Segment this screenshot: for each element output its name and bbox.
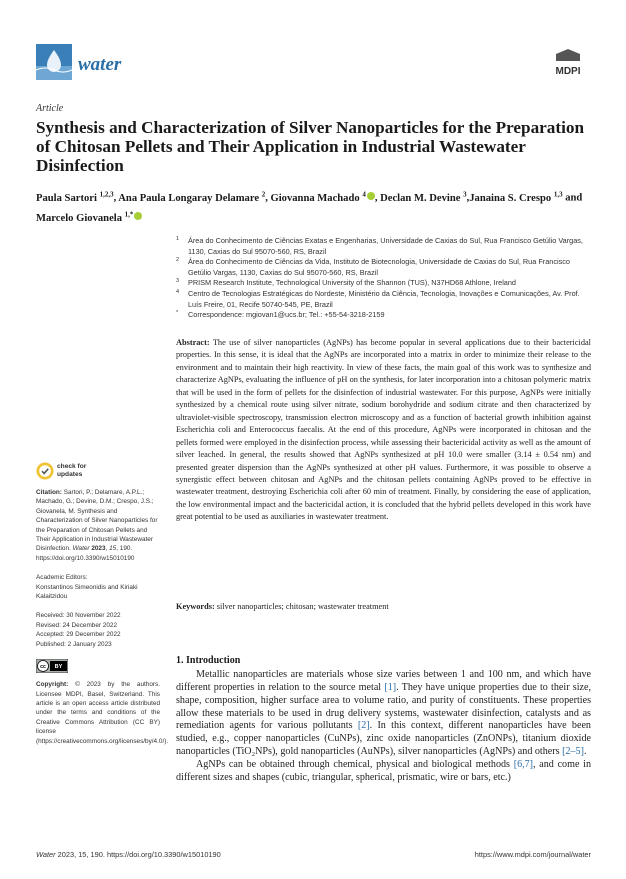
accepted-date: Accepted: 29 December 2022 xyxy=(36,631,121,639)
citation-doi[interactable]: 190. https://doi.org/10.3390/w15010190 xyxy=(36,545,135,562)
journal-name[interactable]: water xyxy=(78,54,122,75)
copyright-label: Copyright: xyxy=(36,681,69,689)
author-name[interactable]: Paula Sartori $^{1,2,3}$ xyxy=(36,190,114,204)
footer-journal-url[interactable]: https://www.mdpi.com/journal/water xyxy=(474,850,591,859)
check-line-1: check for xyxy=(57,463,87,470)
author-name[interactable]: Ana Paula Longaray Delamare $^2$ xyxy=(118,190,266,204)
check-for-updates-icon xyxy=(36,462,54,480)
copyright-notice xyxy=(36,680,169,746)
citation-year: 2023 xyxy=(91,545,106,553)
check-for-updates-badge[interactable] xyxy=(36,462,160,484)
dates-block xyxy=(36,611,160,649)
abstract xyxy=(176,337,591,524)
citation-text: Sartori, P.; Delamare, A.P.L.; Machado, G.; Devine, D.M.; Crespo, J.S.; Giovanela, M. Synthesis and Characterization of Silver Nanoparticles for the Preparation of Chitosan Pellets and Their Application in Industrial Wastewater Disinfection. xyxy=(36,489,158,553)
citation-volume: 15 xyxy=(109,545,117,553)
author-name[interactable]: Janaina S. Crespo $^{1,3}$ xyxy=(469,190,563,204)
keywords-label: Keywords: xyxy=(176,602,215,611)
affiliation-item: 2 Área do Conhecimento de Ciências da Vida, Instituto de Biotecnologia, Universidade de Caxias do Sul, Rua Francisco Getúlio Vargas, 1130, Caxias do Sul 95070-560, RS, Brazil xyxy=(176,257,570,277)
svg-text:BY: BY xyxy=(54,664,63,671)
editors-block xyxy=(36,573,160,601)
paper-title: Synthesis and Characterization of Silver Nanoparticles for the Preparation of Chitosan Pellets and Their Application in Industrial Wastewater Disinfection xyxy=(36,118,585,175)
author-name[interactable]: Giovanna Machado $^4$ xyxy=(270,190,366,204)
abstract-label: Abstract: xyxy=(176,338,210,347)
revised-date: Revised: 24 December 2022 xyxy=(36,621,117,629)
citation-link[interactable]: [2] xyxy=(357,720,370,732)
publisher-name: MDPI xyxy=(555,66,581,77)
affiliation-item: 4 Centro de Tecnologias Estratégicas do Nordeste, Ministério da Ciência, Tecnologia, Inovações e Comunicações, Av. Prof. Luís Freire, 01, Recife 50740-545, PE, Brazil xyxy=(176,288,580,309)
affiliation-item: * Correspondence: mgiovan1@ucs.br; Tel.: +55-54-3218-2159 xyxy=(176,310,385,320)
editors-label: Academic Editors: xyxy=(36,574,88,582)
published-date: Published: 2 January 2023 xyxy=(36,640,112,648)
copyright-text: © 2023 by the authors. Licensee MDPI, Basel, Switzerland. This article is an open access article distributed under the terms and conditions of the Creative Commons Attribution (CC BY) license (https://creativecommons.org/licenses/by/4.0/). xyxy=(36,681,169,745)
abstract-text: The use of silver nanoparticles (AgNPs) has become popular in several applications due to their bactericidal properties. In this sense, it is ideal that the AgNPs are incorporated into a matrix in order to minimize their release to the environment and to maintain their high reactivity. In view of these facts, the main goal of this work was to synthesize and characterize AgNPs, evaluating the influence of pH on the synthesis, for later incorporation into a chitosan polymeric matrix that will be used in the form of pellets for the disinfection of industrial wastewater. For this purpose, AgNPs were initially synthesized by a chemical route using silver nitrate, sodium borohydride and sodium citrate and then characterized by ultraviolet-visible spectroscopy, transmission electron microscopy and as a function of bacterial growth inhibition against Escherichia coli and Enterococcus faecalis. At the end of this procedure, AgNPs were incorporated in chitosan and the pellets formed were employed in the disinfection process, while assessing their bactericidal activity as well as the amount of silver leached. In general, the results showed that AgNPs synthesized at pH 10.0 were smaller (3.14 ± 0.54 nm) and presented greater dispersion than the AgNPs synthesized at other pH values. Furthermore, it was possible to observe a synergistic effect between chitosan and AgNPs and the chitosan pellets containing AgNPs proved to be effective in wastewater treatment, destroying Escherichia coli after 60 min of treatment. Finally, by considering the ease of application, the low environmental impact and the bactericidal action, it is concluded that the hybrid pellets developed in this work have great potential to be used as auxiliaries in wastewater treatment. xyxy=(176,338,591,522)
svg-text:cc: cc xyxy=(40,664,46,671)
citation-link[interactable]: [6,7] xyxy=(513,758,534,770)
article-type: Article xyxy=(36,103,64,114)
orcid-icon[interactable] xyxy=(134,212,142,220)
affiliations xyxy=(176,236,591,321)
introduction-body xyxy=(176,669,591,785)
citation-link[interactable]: [2–5] xyxy=(562,746,584,758)
citation-journal: Water xyxy=(72,545,90,553)
check-line-2: updates xyxy=(57,470,83,478)
cc-by-license-icon[interactable] xyxy=(36,659,68,673)
affiliation-item: 3 PRISM Research Institute, Technological University of the Shannon (TUS), N37HD68 Athlone, Ireland xyxy=(176,278,516,288)
section-title: 1. Introduction xyxy=(176,655,241,666)
keywords xyxy=(176,601,591,613)
citation-block: Citation: Sartori, P.; Delamare, A.P.L.; Machado, G.; Devine, D.M.; Crespo, J.S.; Giovanela, M. Synthesis and Characterization of Silver Nanoparticles for the Preparation of Chitosan Pellets and Their Application in Industrial Wastewater Disinfection. Water 2023, 15, 190. https://doi.org/10.3390/w15010190 xyxy=(36,489,158,562)
author-name[interactable]: Declan M. Devine $^3$ xyxy=(380,190,467,204)
affiliation-item: 1 Área do Conhecimento de Ciências Exatas e Engenharias, Universidade de Caxias do Sul, Rua Francisco Getúlio Vargas, 1130, Caxias do Sul 95070-560, RS, Brazil xyxy=(176,236,583,256)
author-list: Paula Sartori $^{1,2,3}$, Ana Paula Longaray Delamare $^2$, Giovanna Machado $^4$ , Declan M. Devine $^3$,Janaina S. Crespo $^{1,3}$ and Marcelo Giovanela $^{1,*}$ xyxy=(36,190,583,225)
editors-names: Konstantinos Simeonidis and Kiriaki Kalaitzidou xyxy=(36,583,138,601)
orcid-icon[interactable] xyxy=(367,192,375,200)
journal-header xyxy=(36,44,591,84)
author-name[interactable]: Marcelo Giovanela $^{1,*}$ xyxy=(36,210,134,225)
footer-citation: Water 2023, 15, 190. https://doi.org/10.3390/w15010190 xyxy=(36,850,221,859)
received-date: Received: 30 November 2022 xyxy=(36,612,121,620)
mdpi-logo-icon[interactable] xyxy=(545,48,591,78)
water-logo-icon xyxy=(36,44,72,80)
citation-label: Citation: xyxy=(36,489,62,496)
article-sidebar xyxy=(36,462,169,746)
keywords-text: silver nanoparticles; chitosan; wastewater treatment xyxy=(216,602,389,611)
citation-link[interactable]: [1] xyxy=(384,681,397,693)
paragraph: Metallic nanoparticles are materials whose size varies between 1 and 100 nm, and which have different properties in relation to the source metal [1]. They have unique properties due to their size, shape, composition, higher surface area to volume ratio, and purity of constituents. These properties allow these materials to be used in drug delivery systems, wastewater disinfection, catalysts and as remediation agents for various pollutants [2]. In this context, different nanoparticles have been studied, e.g., copper nanoparticles (CuNPs), zinc oxide nanoparticles (ZnONPs), titanium dioxide nanoparticles (TiO₂NPs), gold nanoparticles (AuNPs), silver nanoparticles (AgNPs) and others [2–5]. xyxy=(176,669,591,758)
paragraph: AgNPs can be obtained through chemical, physical and biological methods [6,7], and come in different sizes and shapes (cubic, triangular, spherical, prismatic, wire or bars, etc.) xyxy=(176,758,591,783)
